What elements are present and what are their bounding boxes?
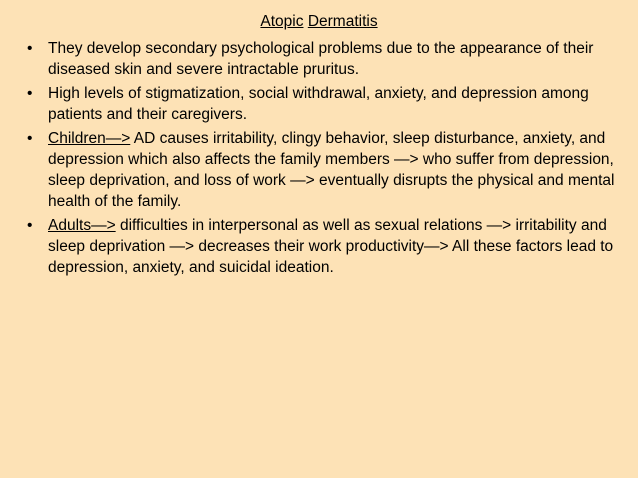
title-word-atopic: Atopic <box>260 13 304 30</box>
bullet-lead-children: Children—> <box>48 130 131 147</box>
bullet-dot-icon: • <box>27 130 33 147</box>
bullet-text: They develop secondary psychological problems due to the appearance of their diseased skin and severe intractable pruritus. <box>48 40 594 78</box>
bullet-list <box>27 38 627 281</box>
bullet-lead-adults: Adults—> <box>48 217 116 234</box>
bullet-item <box>27 215 627 278</box>
title-word-dermatitis: Dermatitis <box>307 13 378 30</box>
bullet-item <box>27 128 627 212</box>
slide-title <box>0 12 638 32</box>
bullet-text: difficulties in interpersonal as well as sexual relations —> irritability and sleep deprivation —> decreases their work productivity—> All these factors lead to depression, anxiety, and suicidal ideation. <box>48 217 614 276</box>
bullet-dot-icon: • <box>27 85 33 102</box>
bullet-dot-icon: • <box>27 217 33 234</box>
bullet-item <box>27 83 627 125</box>
bullet-text: High levels of stigmatization, social withdrawal, anxiety, and depression among patients and their caregivers. <box>48 85 589 123</box>
bullet-dot-icon: • <box>27 40 33 57</box>
bullet-text: AD causes irritability, clingy behavior, sleep disturbance, anxiety, and depression which also affects the family members —> who suffer from depression, sleep deprivation, and loss of work —> eventually disrupts the physical and mental health of the family. <box>48 130 615 210</box>
bullet-item <box>27 38 627 80</box>
